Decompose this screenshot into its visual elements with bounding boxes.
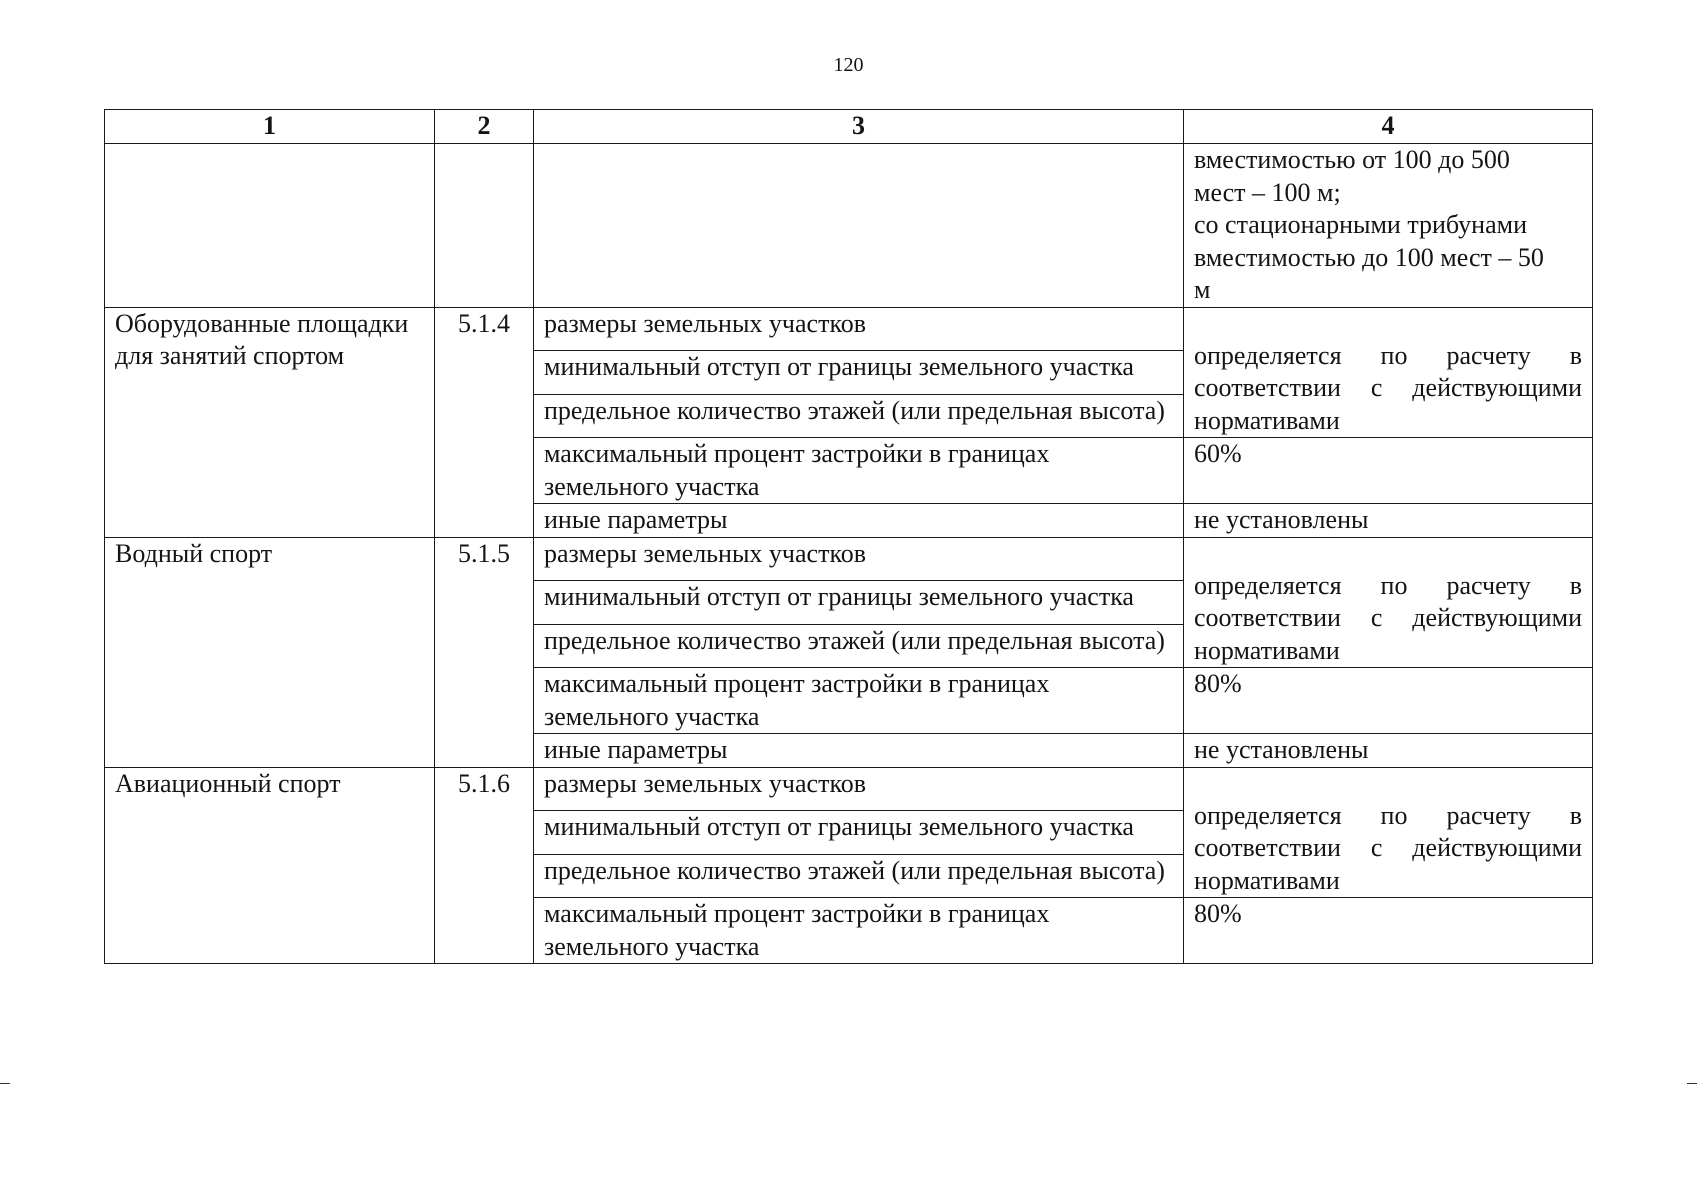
table-row [105, 537, 1593, 581]
continuation-param-cell [534, 144, 1184, 308]
other-value-cell: не установлены [1184, 734, 1593, 768]
page-number: 120 [833, 54, 864, 76]
scan-edge-mark [1687, 1083, 1697, 1084]
calc-value-cell: определяется по расчету в соответствии с действующими нормативами [1184, 537, 1593, 668]
continuation-value-line: со стационарными трибунами [1194, 210, 1527, 239]
parameter-cell: минимальный отступ от границы земельного участка [534, 351, 1184, 395]
continuation-value-line: вместимостью до 100 мест – 50 [1194, 242, 1544, 272]
continuation-code-cell [435, 144, 534, 308]
other-value-cell: не установлены [1184, 504, 1593, 538]
continuation-value-cell [1184, 144, 1593, 308]
use-name-cell: Водный спорт [105, 537, 435, 767]
use-name-cell: Авиационный спорт [105, 767, 435, 964]
parameter-cell: предельное количество этажей (или предельная высота) [534, 854, 1184, 898]
parameter-cell: минимальный отступ от границы земельного участка [534, 811, 1184, 855]
use-code-cell: 5.1.5 [435, 537, 534, 767]
continuation-row [105, 144, 1593, 308]
parameter-cell: максимальный процент застройки в границах земельного участка [534, 438, 1184, 504]
percent-value-cell: 60% [1184, 438, 1593, 504]
continuation-name-cell [105, 144, 435, 308]
column-header-1: 1 [105, 110, 435, 144]
column-header-2: 2 [435, 110, 534, 144]
parameter-cell: минимальный отступ от границы земельного участка [534, 581, 1184, 625]
continuation-value-line: мест – 100 м; [1194, 177, 1341, 207]
scan-edge-mark [0, 1083, 10, 1084]
parameter-cell: размеры земельных участков [534, 307, 1184, 351]
column-header-3: 3 [534, 110, 1184, 144]
parameter-cell: максимальный процент застройки в границах земельного участка [534, 668, 1184, 734]
parameter-cell: иные параметры [534, 734, 1184, 768]
parameter-cell: предельное количество этажей (или предельная высота) [534, 394, 1184, 438]
parameter-cell: максимальный процент застройки в границах земельного участка [534, 898, 1184, 964]
use-code-cell: 5.1.6 [435, 767, 534, 964]
calc-value-cell: определяется по расчету в соответствии с действующими нормативами [1184, 307, 1593, 438]
table-row [105, 307, 1593, 351]
use-name-cell: Оборудованные площадки для занятий спортом [105, 307, 435, 537]
parameter-cell: размеры земельных участков [534, 537, 1184, 581]
continuation-value-line: вместимостью от 100 до 500 [1194, 145, 1510, 174]
percent-value-cell: 80% [1184, 668, 1593, 734]
continuation-value-line: м [1194, 275, 1211, 304]
use-code-cell: 5.1.4 [435, 307, 534, 537]
header-row [105, 110, 1593, 144]
parameter-cell: размеры земельных участков [534, 767, 1184, 811]
calc-value-cell: определяется по расчету в соответствии с действующими нормативами [1184, 767, 1593, 898]
column-header-4: 4 [1184, 110, 1593, 144]
regulations-table [104, 109, 1593, 964]
percent-value-cell: 80% [1184, 898, 1593, 964]
parameter-cell: предельное количество этажей (или предельная высота) [534, 624, 1184, 668]
parameter-cell: иные параметры [534, 504, 1184, 538]
table-row [105, 767, 1593, 811]
